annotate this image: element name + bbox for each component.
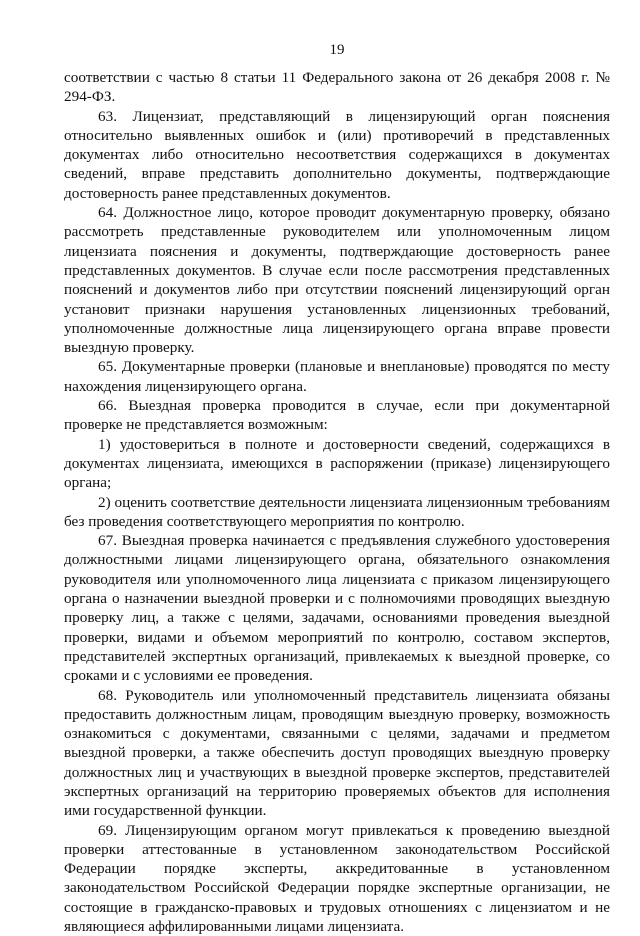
paragraph-continuation: соответствии с частью 8 статьи 11 Федерального закона от 26 декабря 2008 г. № 294-ФЗ.	[64, 69, 610, 106]
paragraph-68: 68. Руководитель или уполномоченный представитель лицензиата обязаны предоставить должностным лицам, проводящим выездную проверку, возможность ознакомиться с документами, связанными с целями, задачами и предметом выездной проверки, а также обеспечить доступ проводящих выездную проверку должностных лиц и участвующих в выездной проверке экспертов, представителей экспертных организаций на территорию проверяемых объектов для исполнения ими государственной функции.	[64, 686, 610, 820]
paragraph-69: 69. Лицензирующим органом могут привлекаться к проведению выездной проверки аттестованные в установленном законодательством Российской Федерации порядке эксперты, аккредитованные в установленном законодательством Российской Федерации порядке экспертные организации, не состоящие в гражданско-правовых и трудовых отношениях с лицензиатом и не являющиеся аффилированными лицами лицензиата.	[64, 821, 610, 936]
page-number: 19	[329, 42, 345, 58]
paragraph-64: 64. Должностное лицо, которое проводит документарную проверку, обязано рассмотреть представленные руководителем или уполномоченным лицом лицензиата пояснения и документы, подтверждающие достоверность ранее представленных документов. В случае если после рассмотрения представленных пояснений и документов либо при отсутствии пояснений лицензирующий орган установит признаки нарушения установленных лицензионных требований, уполномоченные должностные лица лицензирующего органа вправе провести выездную проверку.	[64, 204, 610, 357]
paragraph-63: 63. Лицензиат, представляющий в лицензирующий орган пояснения относительно выявленных ошибок и (или) противоречий в представленных документах либо относительно несоответствия содержащихся в документах сведений, вправе представить дополнительно документы, подтверждающие достоверность ранее представленных документов.	[64, 107, 610, 202]
paragraph-66: 66. Выездная проверка проводится в случае, если при документарной проверке не представляется возможным:	[64, 397, 610, 434]
paragraph-66-item-1: 1) удостовериться в полноте и достоверности сведений, содержащихся в документах лицензиата, имеющихся в распоряжении (приказе) лицензирующего органа;	[64, 435, 610, 492]
paragraph-66-item-2: 2) оценить соответствие деятельности лицензиата лицензионным требованиям без проведения соответствующего мероприятия по контролю.	[64, 493, 610, 530]
document-body	[64, 68, 610, 936]
paragraph-65: 65. Документарные проверки (плановые и внеплановые) проводятся по месту нахождения лицензирующего органа.	[64, 358, 610, 395]
paragraph-67: 67. Выездная проверка начинается с предъявления служебного удостоверения должностными лицами лицензирующего органа, обязательного ознакомления руководителя или уполномоченного лица лицензиата с приказом лицензирующего органа о назначении выездной проверки и с полномочиями проводящих выездную проверку лиц, а также с целями, задачами, основаниями проведения выездной проверки, видами и объемом мероприятий по контролю, составом экспертов, представителей экспертных организаций, привлекаемых к выездной проверке, со сроками и с условиями ее проведения.	[64, 532, 610, 685]
